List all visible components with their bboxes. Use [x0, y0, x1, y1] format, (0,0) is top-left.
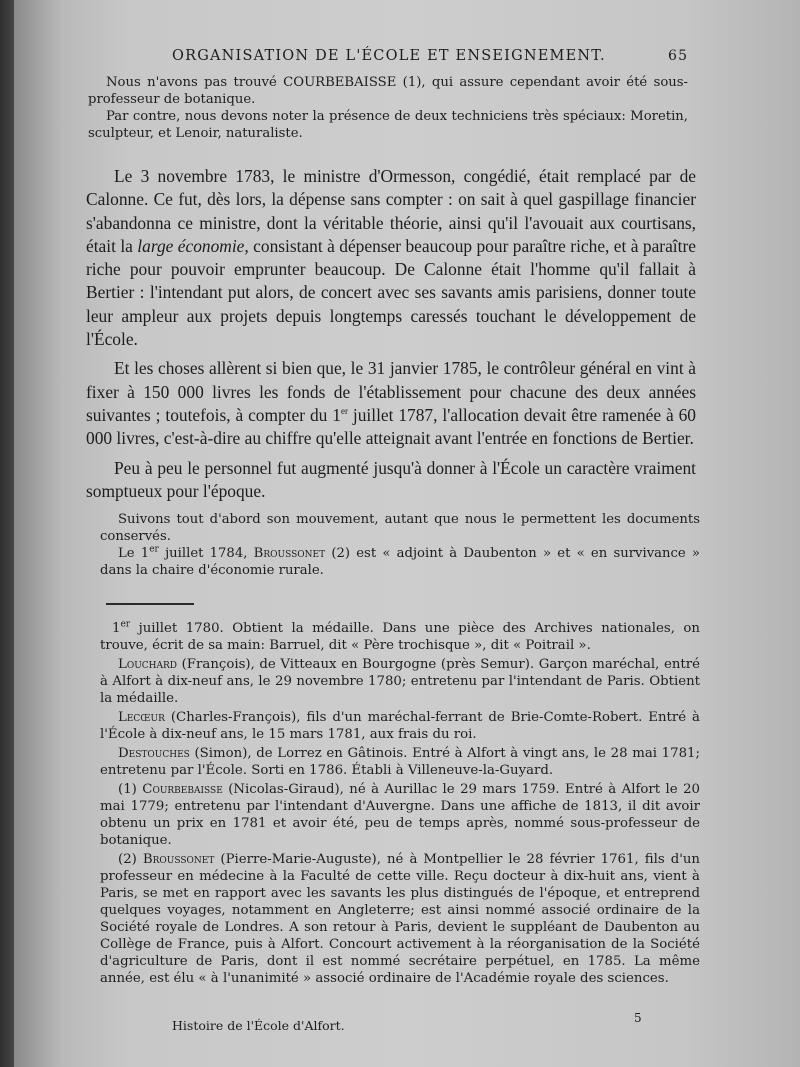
intro-paragraph: Nous n'avons pas trouvé COURBEBAISSE (1), qui assure cependant avoir été sous-professeur de botanique. [88, 75, 688, 107]
follow-block [100, 511, 700, 579]
footnote: (2) Broussonet (Pierre-Marie-Auguste), né à Montpellier le 28 février 1761, fils d'un professeur en médecine à la Faculté de cette ville. Reçu docteur à dix-huit ans, vient à Paris, se met en rapport avec les savants les plus distingués de l'époque, et entreprend quelques voyages, notamment en Angleterre; est ainsi nommé associé ordinaire de la Société royale de Londres. A son retour à Paris, devient le suppléant de Daubenton au Collège de France, puis à Alfort. Concourt activement à la réorganisation de la Société d'agriculture de Paris, dont il est nommé secrétaire perpétuel, en 1785. La même année, est élu « à l'unanimité » associé ordinaire de l'Académie royale des sciences. [100, 852, 700, 986]
footnote: Lecœur (Charles-François), fils d'un maréchal-ferrant de Brie-Comte-Robert. Entré à l'École à dix-neuf ans, le 15 mars 1781, aux frais du roi. [100, 710, 700, 742]
footnote-rule [106, 603, 194, 605]
running-head [172, 48, 772, 64]
footnote: Louchard (François), de Vitteaux en Bourgogne (près Semur). Garçon maréchal, entré à Alfort à dix-neuf ans, le 29 novembre 1780; entretenu par l'intendant de Paris. Obtient la médaille. [100, 657, 700, 706]
intro-block [88, 74, 688, 142]
main-text [86, 165, 696, 509]
book-page [14, 0, 800, 1067]
book-title: Histoire de l'École d'Alfort. [172, 1018, 345, 1033]
footnotes [100, 620, 700, 989]
main-paragraph: Et les choses allèrent si bien que, le 31 janvier 1785, le contrôleur général en vint à fixer à 150 000 livres les fonds de l'établissement pour chacune des deux années suivantes ; toutefois, à compter du 1er juillet 1787, l'allocation devait être ramenée à 60 000 livres, c'est-à-dire au chiffre qu'elle atteignait avant l'entrée en fonctions de Bertier. [86, 358, 696, 449]
page-footer [172, 1011, 672, 1033]
follow-paragraph: Le 1er juillet 1784, Broussonet (2) est « adjoint à Daubenton » et « en survivance » dans la chaire d'économie rurale. [100, 544, 700, 578]
signature-mark: 5 [634, 1011, 642, 1025]
footnote: Destouches (Simon), de Lorrez en Gâtinois. Entré à Alfort à vingt ans, le 28 mai 1781; entretenu par l'École. Sorti en 1786. Établi à Villeneuve-la-Guyard. [100, 746, 700, 778]
running-title: ORGANISATION DE L'ÉCOLE ET ENSEIGNEMENT. [172, 48, 606, 64]
main-paragraph: Peu à peu le personnel fut augmenté jusqu'à donner à l'École un caractère vraiment somptueux pour l'époque. [86, 457, 696, 501]
italic-phrase: large économie, [137, 235, 249, 256]
main-paragraph: Le 3 novembre 1783, le ministre d'Ormesson, congédié, était remplacé par de Calonne. Ce fut, dès lors, la dépense sans compter : on sait à quel gaspillage financier s'abandonna ce ministre, dont la véritable théorie, ainsi qu'il l'avouait aux courtisans, était la large économie, consistant à dépenser beaucoup pour paraître riche, et à paraître riche pour pouvoir emprunter beaucoup. De Calonne était l'homme qu'il fallait à Bertier : l'intendant put alors, de concert avec ses savants amis parisiens, donner toute leur ampleur aux projets depuis longtemps caressés touchant le développement de l'École. [86, 166, 696, 350]
footnote: (1) Courbebaisse (Nicolas-Giraud), né à Aurillac le 29 mars 1759. Entré à Alfort le 20 mai 1779; entretenu par l'intendant d'Auvergne. Dans une affiche de 1813, il dit avoir obtenu un prix en 1781 et avoir été, peu de temps après, nommé sous-professeur de botanique. [100, 782, 701, 848]
follow-paragraph: Suivons tout d'abord son mouvement, autant que nous le permettent les documents conservés. [100, 512, 700, 544]
intro-paragraph: Par contre, nous devons noter la présence de deux techniciens très spéciaux: Moretin, sculpteur, et Lenoir, naturaliste. [88, 109, 688, 141]
page-number: 65 [668, 48, 689, 64]
footnote: 1er juillet 1780. Obtient la médaille. Dans une pièce des Archives nationales, on trouve, écrit de sa main: Barruel, dit « Père trochisque », dit « Poitrail ». [100, 619, 700, 653]
